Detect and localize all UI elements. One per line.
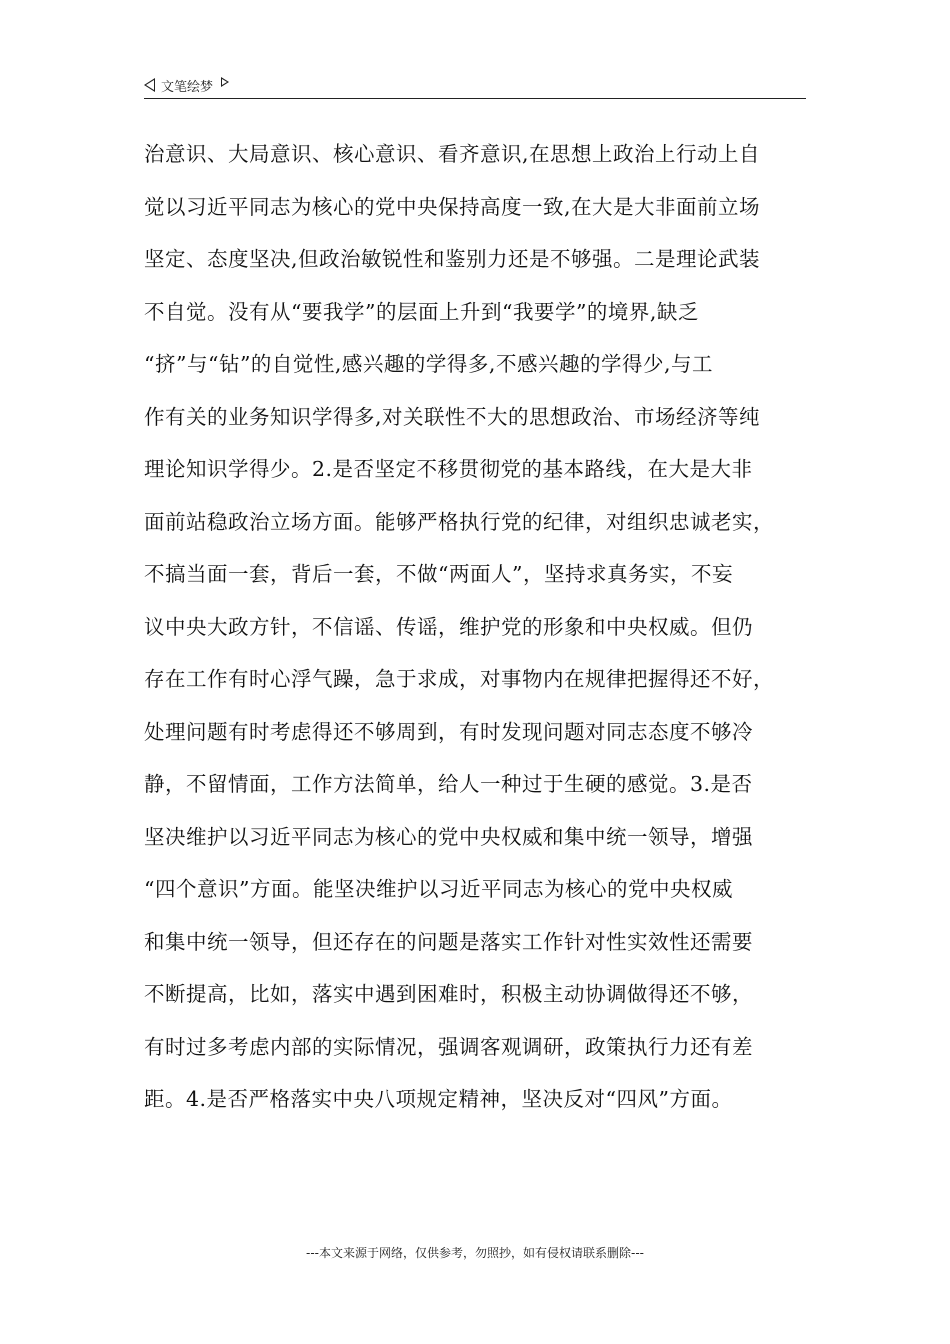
document-body (144, 134, 812, 1132)
text-line: 不自觉。没有从“要我学”的层面上升到“我要学”的境界,缺乏 (144, 299, 699, 324)
text-line: 不搞当面一套，背后一套，不做“两面人”，坚持求真务实，不妄 (144, 562, 733, 586)
text-line: 和集中统一领导，但还存在的问题是落实工作针对性实效性还需要 (144, 929, 753, 954)
text-line: 理论知识学得少。2.是否坚定不移贯彻党的基本路线，在大是大非 (144, 457, 753, 481)
text-line: 治意识、大局意识、核心意识、看齐意识,在思想上政治上行动上自 (144, 142, 761, 166)
text-line: 存在工作有时心浮气躁，急于求成，对事物内在规律把握得还不好， (144, 667, 774, 691)
header-brand: 文笔绘梦 (161, 79, 214, 95)
text-line: 不断提高，比如，落实中遇到困难时，积极主动协调做得还不够， (144, 982, 753, 1006)
text-line: “挤”与“钻”的自觉性,感兴趣的学得多,不感兴趣的学得少,与工 (144, 352, 713, 376)
text-line: 议中央大政方针，不信谣、传谣，维护党的形象和中央权威。但仍 (144, 614, 753, 639)
page-footer: ---本文来源于网络，仅供参考，勿照抄，如有侵权请联系删除--- (306, 1246, 644, 1260)
text-line: 作有关的业务知识学得多,对关联性不大的思想政治、市场经济等纯 (144, 404, 761, 429)
text-line: 觉以习近平同志为核心的党中央保持高度一致,在大是大非面前立场 (144, 194, 761, 219)
triangle-right-icon (221, 77, 229, 87)
page-header (144, 72, 806, 99)
text-line: 坚定、态度坚决,但政治敏锐性和鉴别力还是不够强。二是理论武装 (144, 247, 761, 271)
text-line: 静，不留情面，工作方法简单，给人一种过于生硬的感觉。3.是否 (144, 772, 753, 796)
text-line: 处理问题有时考虑得还不够周到，有时发现问题对同志态度不够冷 (144, 719, 753, 744)
text-line: 距。4.是否严格落实中央八项规定精神，坚决反对“四风”方面。 (144, 1087, 733, 1111)
text-line: 坚决维护以习近平同志为核心的党中央权威和集中统一领导，增强 (144, 824, 753, 849)
text-line: 面前站稳政治立场方面。能够严格执行党的纪律，对组织忠诚老实， (144, 509, 774, 534)
triangle-left-icon (144, 78, 155, 92)
text-line: 有时过多考虑内部的实际情况，强调客观调研，政策执行力还有差 (144, 1034, 753, 1059)
text-line: “四个意识”方面。能坚决维护以习近平同志为核心的党中央权威 (144, 877, 733, 901)
